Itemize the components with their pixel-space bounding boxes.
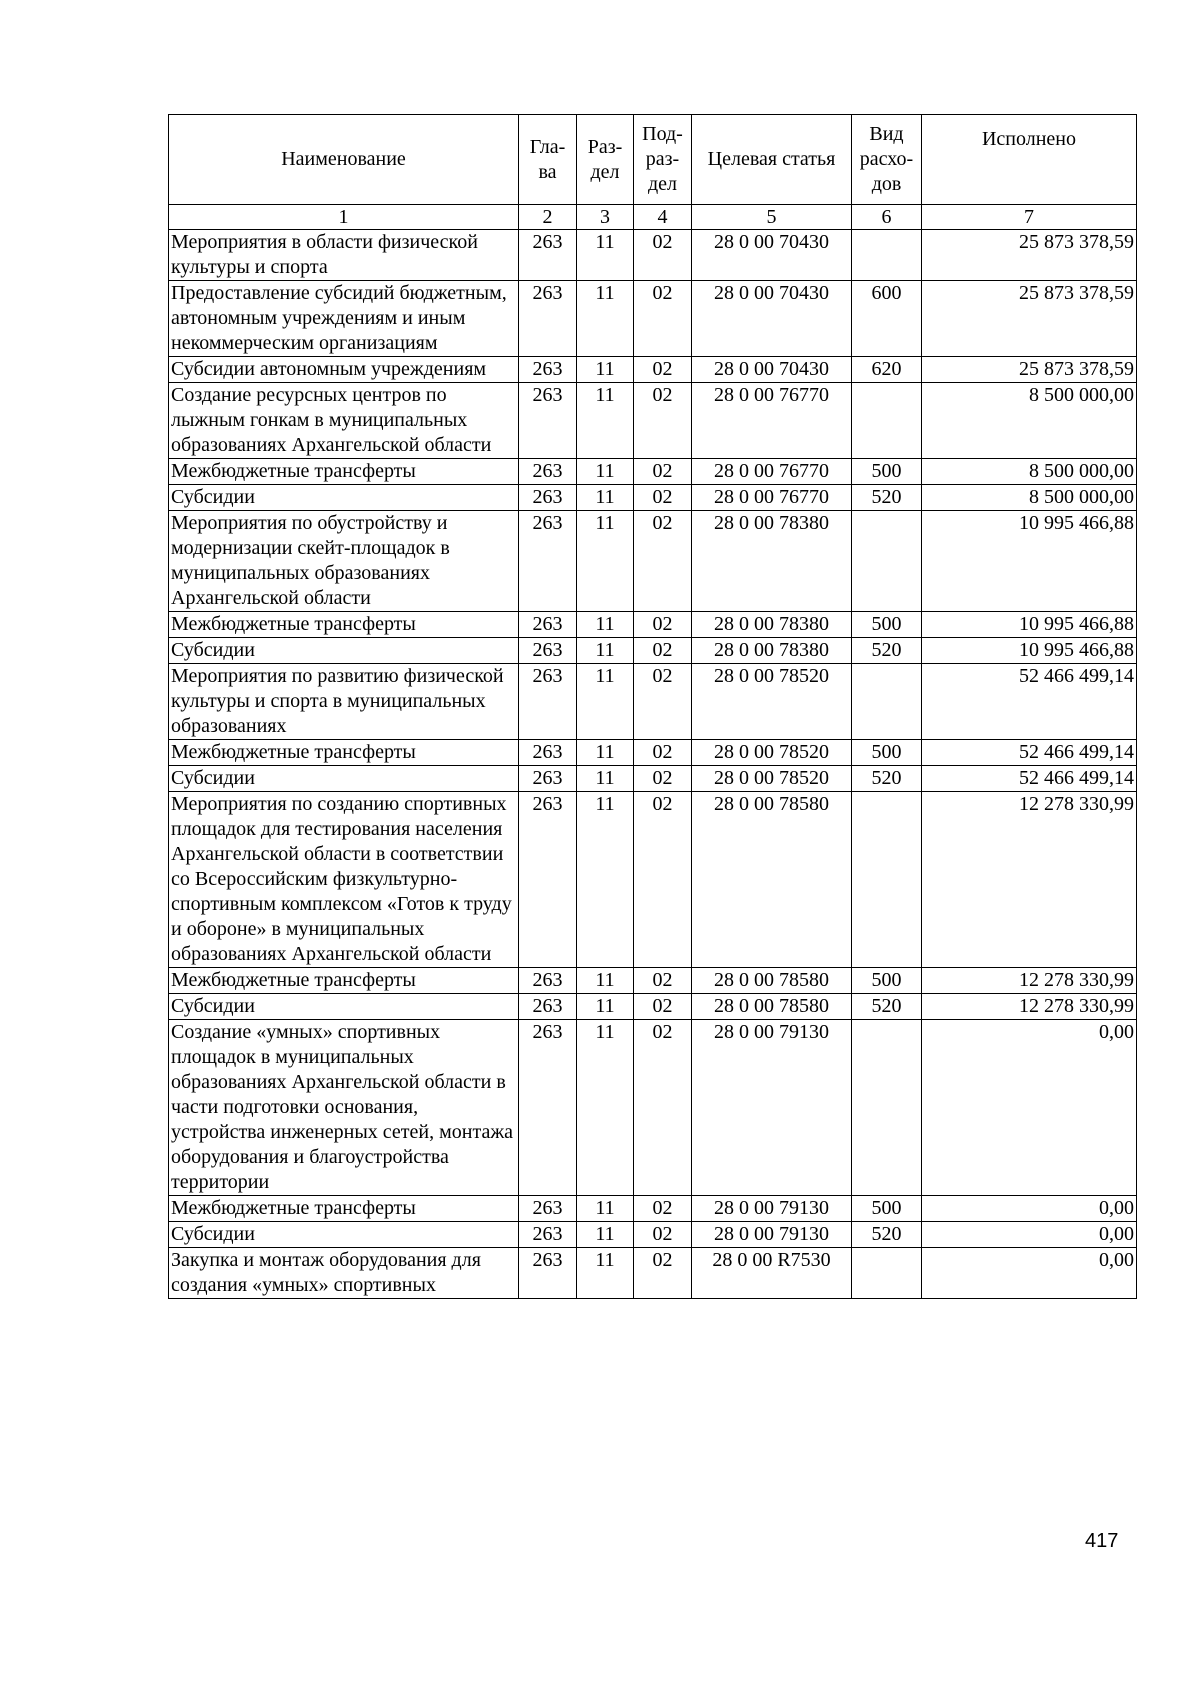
cell-subsection: 02 — [634, 1020, 692, 1196]
cell-chapter: 263 — [519, 357, 577, 383]
cell-target-article: 28 0 00 70430 — [692, 281, 852, 357]
cell-target-article: 28 0 00 79130 — [692, 1196, 852, 1222]
cell-target-article: 28 0 00 78520 — [692, 766, 852, 792]
cell-expense-type: 500 — [852, 612, 922, 638]
cell-name: Мероприятия по созданию спортивных площадок для тестирования населения Архангельской области в соответствии со Всероссийским физкультурно-спортивным комплексом «Готов к труду и обороне» в муниципальных образованиях Архангельской области — [169, 792, 519, 968]
cell-section: 11 — [577, 792, 634, 968]
table-row — [169, 766, 1137, 792]
cell-name: Межбюджетные трансферты — [169, 1196, 519, 1222]
header-expense-type: Вид расхо-дов — [852, 115, 922, 205]
table-row — [169, 1248, 1137, 1299]
cell-executed-amount: 0,00 — [922, 1020, 1137, 1196]
header-executed: Исполнено — [922, 115, 1137, 205]
table-header — [169, 115, 1137, 230]
column-number: 2 — [519, 205, 577, 230]
cell-chapter: 263 — [519, 792, 577, 968]
table-row — [169, 357, 1137, 383]
cell-chapter: 263 — [519, 230, 577, 281]
cell-chapter: 263 — [519, 968, 577, 994]
cell-subsection: 02 — [634, 1196, 692, 1222]
cell-expense-type: 500 — [852, 968, 922, 994]
cell-executed-amount: 10 995 466,88 — [922, 638, 1137, 664]
page-number: 417 — [1085, 1530, 1119, 1552]
cell-executed-amount: 12 278 330,99 — [922, 968, 1137, 994]
cell-executed-amount: 25 873 378,59 — [922, 230, 1137, 281]
cell-expense-type — [852, 511, 922, 612]
cell-executed-amount: 52 466 499,14 — [922, 664, 1137, 740]
cell-subsection: 02 — [634, 281, 692, 357]
cell-subsection: 02 — [634, 766, 692, 792]
cell-executed-amount: 8 500 000,00 — [922, 485, 1137, 511]
cell-chapter: 263 — [519, 383, 577, 459]
table-row — [169, 638, 1137, 664]
cell-target-article: 28 0 00 78580 — [692, 968, 852, 994]
cell-executed-amount: 12 278 330,99 — [922, 792, 1137, 968]
cell-expense-type — [852, 664, 922, 740]
cell-expense-type — [852, 1020, 922, 1196]
cell-subsection: 02 — [634, 357, 692, 383]
table-row — [169, 1196, 1137, 1222]
cell-expense-type: 520 — [852, 1222, 922, 1248]
cell-subsection: 02 — [634, 638, 692, 664]
cell-section: 11 — [577, 1196, 634, 1222]
cell-chapter: 263 — [519, 511, 577, 612]
cell-section: 11 — [577, 485, 634, 511]
table-row — [169, 383, 1137, 459]
table-row — [169, 994, 1137, 1020]
cell-target-article: 28 0 00 78380 — [692, 511, 852, 612]
cell-subsection: 02 — [634, 459, 692, 485]
cell-target-article: 28 0 00 78580 — [692, 994, 852, 1020]
cell-chapter: 263 — [519, 638, 577, 664]
cell-section: 11 — [577, 357, 634, 383]
table-row — [169, 511, 1137, 612]
table-row — [169, 459, 1137, 485]
cell-chapter: 263 — [519, 740, 577, 766]
cell-subsection: 02 — [634, 511, 692, 612]
cell-expense-type: 500 — [852, 459, 922, 485]
cell-expense-type — [852, 1248, 922, 1299]
cell-section: 11 — [577, 968, 634, 994]
cell-expense-type — [852, 792, 922, 968]
header-section: Раз-дел — [577, 115, 634, 205]
cell-name: Мероприятия по развитию физической культуры и спорта в муниципальных образованиях — [169, 664, 519, 740]
table-row — [169, 968, 1137, 994]
cell-section: 11 — [577, 1248, 634, 1299]
cell-name: Межбюджетные трансферты — [169, 740, 519, 766]
cell-executed-amount: 25 873 378,59 — [922, 281, 1137, 357]
cell-subsection: 02 — [634, 230, 692, 281]
cell-section: 11 — [577, 612, 634, 638]
cell-expense-type: 500 — [852, 740, 922, 766]
header-target-article: Целевая статья — [692, 115, 852, 205]
header-row — [169, 115, 1137, 205]
table-row — [169, 485, 1137, 511]
cell-target-article: 28 0 00 R7530 — [692, 1248, 852, 1299]
cell-expense-type — [852, 383, 922, 459]
column-number: 6 — [852, 205, 922, 230]
cell-executed-amount: 0,00 — [922, 1248, 1137, 1299]
cell-expense-type — [852, 230, 922, 281]
cell-subsection: 02 — [634, 485, 692, 511]
cell-subsection: 02 — [634, 994, 692, 1020]
cell-expense-type: 520 — [852, 485, 922, 511]
cell-name: Создание ресурсных центров по лыжным гонкам в муниципальных образованиях Архангельской области — [169, 383, 519, 459]
cell-executed-amount: 10 995 466,88 — [922, 511, 1137, 612]
cell-name: Межбюджетные трансферты — [169, 612, 519, 638]
cell-executed-amount: 0,00 — [922, 1196, 1137, 1222]
table-row — [169, 792, 1137, 968]
table-row — [169, 1222, 1137, 1248]
cell-section: 11 — [577, 994, 634, 1020]
cell-subsection: 02 — [634, 968, 692, 994]
cell-subsection: 02 — [634, 792, 692, 968]
cell-name: Субсидии — [169, 994, 519, 1020]
cell-chapter: 263 — [519, 1248, 577, 1299]
cell-executed-amount: 52 466 499,14 — [922, 766, 1137, 792]
column-number: 7 — [922, 205, 1137, 230]
column-number: 5 — [692, 205, 852, 230]
cell-name: Межбюджетные трансферты — [169, 968, 519, 994]
column-number: 3 — [577, 205, 634, 230]
cell-chapter: 263 — [519, 664, 577, 740]
cell-target-article: 28 0 00 76770 — [692, 485, 852, 511]
cell-section: 11 — [577, 511, 634, 612]
cell-section: 11 — [577, 281, 634, 357]
header-name: Наименование — [169, 115, 519, 205]
cell-name: Предоставление субсидий бюджетным, автономным учреждениям и иным некоммерческим организациям — [169, 281, 519, 357]
cell-section: 11 — [577, 664, 634, 740]
cell-chapter: 263 — [519, 1222, 577, 1248]
cell-section: 11 — [577, 1020, 634, 1196]
header-subsection: Под-раз-дел — [634, 115, 692, 205]
cell-expense-type: 520 — [852, 638, 922, 664]
cell-chapter: 263 — [519, 994, 577, 1020]
header-chapter: Гла-ва — [519, 115, 577, 205]
table-row — [169, 281, 1137, 357]
cell-subsection: 02 — [634, 664, 692, 740]
cell-chapter: 263 — [519, 766, 577, 792]
cell-name: Создание «умных» спортивных площадок в муниципальных образованиях Архангельской области в части подготовки основания, устройства инженерных сетей, монтажа оборудования и благоустройства территории — [169, 1020, 519, 1196]
cell-subsection: 02 — [634, 1248, 692, 1299]
cell-executed-amount: 8 500 000,00 — [922, 459, 1137, 485]
cell-target-article: 28 0 00 70430 — [692, 357, 852, 383]
cell-chapter: 263 — [519, 1196, 577, 1222]
cell-chapter: 263 — [519, 459, 577, 485]
cell-name: Субсидии автономным учреждениям — [169, 357, 519, 383]
cell-section: 11 — [577, 740, 634, 766]
table-row — [169, 230, 1137, 281]
cell-target-article: 28 0 00 78380 — [692, 612, 852, 638]
budget-table — [168, 114, 1137, 1299]
cell-name: Межбюджетные трансферты — [169, 459, 519, 485]
cell-executed-amount: 12 278 330,99 — [922, 994, 1137, 1020]
table-row — [169, 612, 1137, 638]
cell-target-article: 28 0 00 79130 — [692, 1020, 852, 1196]
cell-subsection: 02 — [634, 1222, 692, 1248]
cell-expense-type: 520 — [852, 994, 922, 1020]
cell-executed-amount: 8 500 000,00 — [922, 383, 1137, 459]
cell-expense-type: 620 — [852, 357, 922, 383]
cell-name: Мероприятия по обустройству и модернизации скейт-площадок в муниципальных образованиях Архангельской области — [169, 511, 519, 612]
cell-subsection: 02 — [634, 740, 692, 766]
cell-target-article: 28 0 00 78520 — [692, 664, 852, 740]
cell-subsection: 02 — [634, 383, 692, 459]
cell-target-article: 28 0 00 76770 — [692, 459, 852, 485]
cell-section: 11 — [577, 1222, 634, 1248]
cell-section: 11 — [577, 383, 634, 459]
table-row — [169, 664, 1137, 740]
cell-name: Субсидии — [169, 638, 519, 664]
cell-expense-type: 520 — [852, 766, 922, 792]
table-row — [169, 1020, 1137, 1196]
cell-chapter: 263 — [519, 281, 577, 357]
cell-executed-amount: 10 995 466,88 — [922, 612, 1137, 638]
cell-name: Субсидии — [169, 1222, 519, 1248]
cell-executed-amount: 25 873 378,59 — [922, 357, 1137, 383]
cell-target-article: 28 0 00 76770 — [692, 383, 852, 459]
table-row — [169, 740, 1137, 766]
cell-subsection: 02 — [634, 612, 692, 638]
cell-target-article: 28 0 00 79130 — [692, 1222, 852, 1248]
cell-chapter: 263 — [519, 485, 577, 511]
cell-name: Закупка и монтаж оборудования для создания «умных» спортивных — [169, 1248, 519, 1299]
cell-target-article: 28 0 00 78580 — [692, 792, 852, 968]
cell-executed-amount: 52 466 499,14 — [922, 740, 1137, 766]
cell-name: Субсидии — [169, 766, 519, 792]
cell-section: 11 — [577, 230, 634, 281]
column-number-row — [169, 205, 1137, 230]
cell-expense-type: 500 — [852, 1196, 922, 1222]
cell-target-article: 28 0 00 70430 — [692, 230, 852, 281]
cell-section: 11 — [577, 766, 634, 792]
cell-name: Мероприятия в области физической культуры и спорта — [169, 230, 519, 281]
column-number: 1 — [169, 205, 519, 230]
column-number: 4 — [634, 205, 692, 230]
cell-target-article: 28 0 00 78380 — [692, 638, 852, 664]
cell-section: 11 — [577, 459, 634, 485]
cell-name: Субсидии — [169, 485, 519, 511]
cell-section: 11 — [577, 638, 634, 664]
cell-expense-type: 600 — [852, 281, 922, 357]
cell-target-article: 28 0 00 78520 — [692, 740, 852, 766]
cell-chapter: 263 — [519, 612, 577, 638]
cell-executed-amount: 0,00 — [922, 1222, 1137, 1248]
table-body — [169, 230, 1137, 1299]
cell-chapter: 263 — [519, 1020, 577, 1196]
